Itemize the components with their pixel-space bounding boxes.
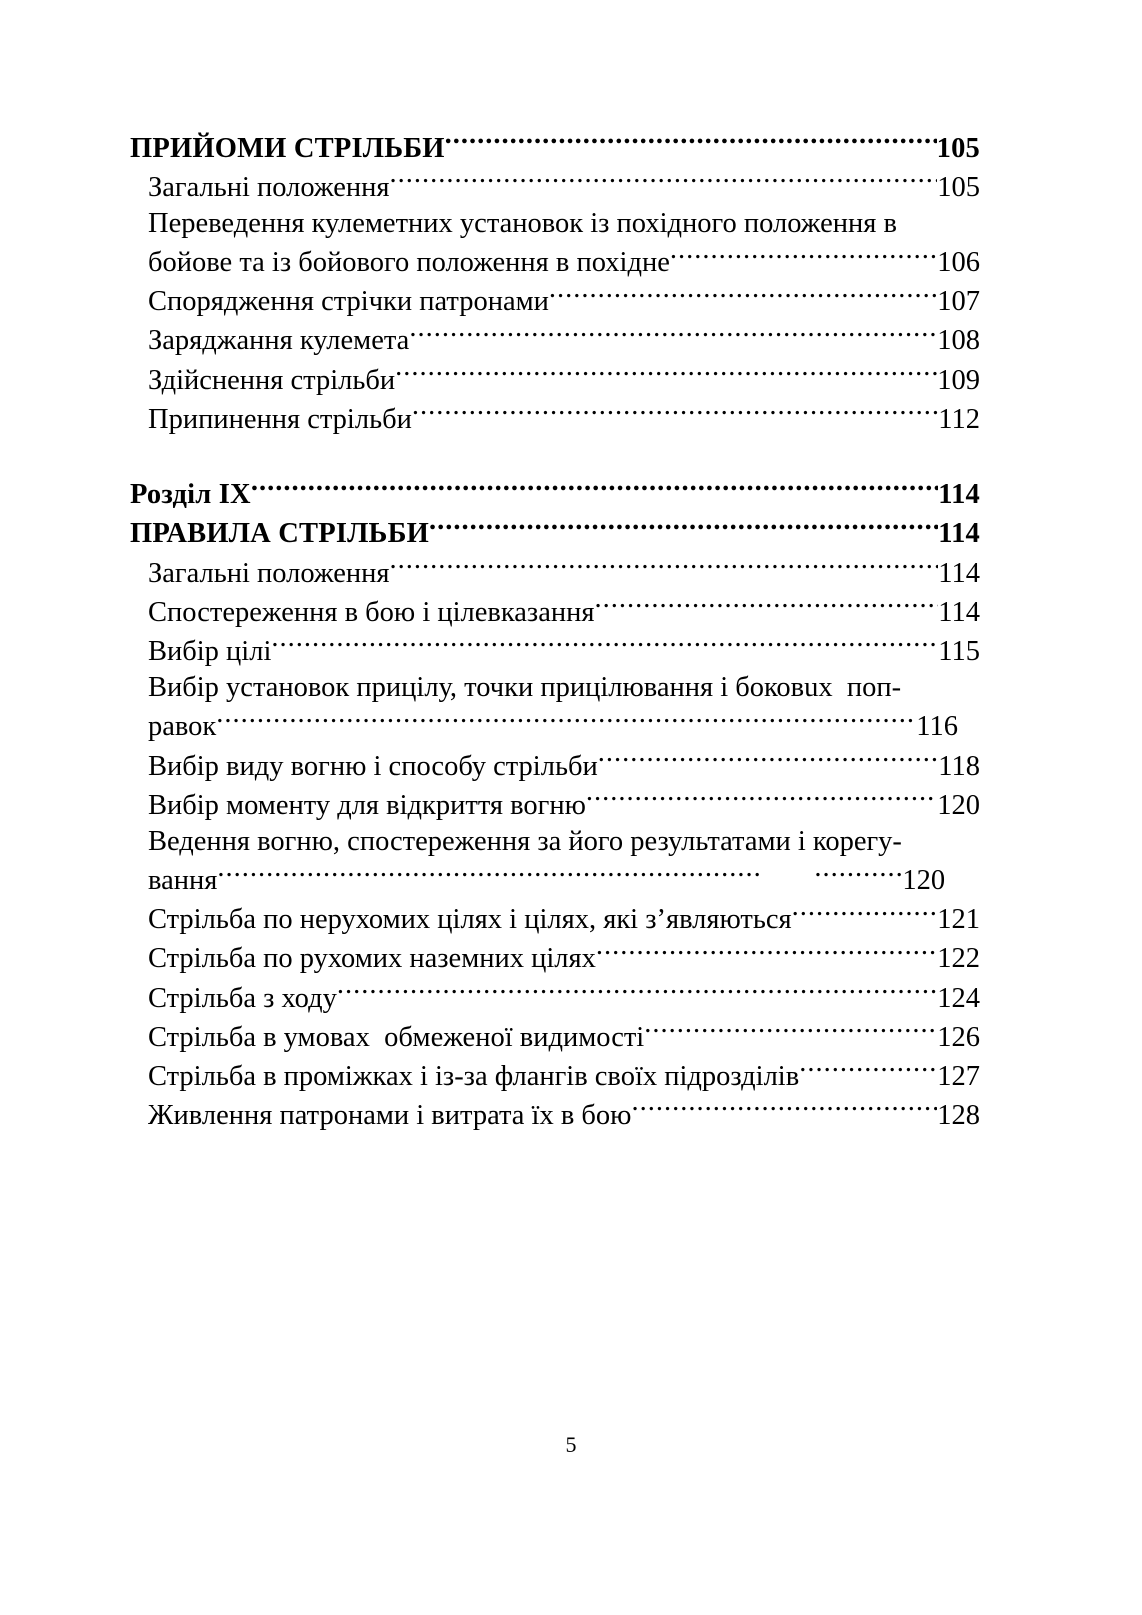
toc-entry-row[interactable]	[148, 553, 980, 592]
toc-page-number: 118	[938, 750, 980, 782]
toc-page-number: 114	[938, 518, 980, 550]
dot-leader	[409, 321, 937, 350]
table-of-contents	[130, 128, 980, 1134]
toc-entry-row[interactable]	[148, 631, 980, 670]
toc-page-number: 106	[937, 247, 980, 279]
toc-entry-row[interactable]	[148, 167, 980, 206]
toc-page-number: 112	[938, 403, 980, 435]
dot-leader	[594, 592, 938, 621]
dot-leader-secondary	[814, 861, 902, 890]
dot-leader	[251, 475, 938, 504]
toc-page-number: 108	[937, 325, 980, 357]
toc-entry-row[interactable]	[148, 978, 980, 1017]
dot-leader	[644, 1017, 937, 1046]
toc-entry-title: Стрільба по рухомих наземних цілях	[148, 943, 596, 975]
toc-entry-row[interactable]	[148, 399, 980, 438]
toc-page-number: 109	[937, 364, 980, 396]
toc-entry-title: Стрільба в проміжках і із-за флангів своїх підрозділів	[148, 1060, 800, 1092]
toc-page-number: 121	[937, 904, 980, 936]
dot-leader	[670, 243, 937, 272]
dot-leader	[799, 1056, 937, 1085]
toc-entry-title: Заряджання кулемета	[148, 325, 410, 357]
toc-entry-title-line1: Ведення вогню, спостереження за його результатами і корегу-	[148, 826, 902, 858]
dot-leader	[631, 1095, 937, 1124]
dot-leader	[395, 360, 937, 389]
dot-leader	[598, 746, 939, 775]
toc-page-number: 105	[937, 171, 980, 203]
toc-entry-title: Стрільба в умовах обмеженої видимості	[148, 1021, 645, 1053]
dot-leader	[586, 785, 937, 814]
toc-page-number: 128	[937, 1099, 980, 1131]
dot-leader	[412, 399, 938, 428]
toc-entry-title: Припинення стрільби	[148, 403, 412, 435]
dot-leader	[216, 707, 916, 736]
toc-entry-title-line1: Переведення кулеметних установок із похідного положення в	[148, 208, 897, 240]
toc-entry-row[interactable]	[148, 1017, 980, 1056]
dot-leader	[429, 514, 938, 543]
dot-leader	[445, 128, 937, 157]
dot-leader	[337, 978, 937, 1007]
toc-entry-title: Вибір виду вогню і способу стрільби	[148, 750, 598, 782]
toc-entry-row[interactable]	[148, 282, 980, 321]
toc-page-number: 120	[937, 789, 980, 821]
toc-page-number: 127	[937, 1060, 980, 1092]
toc-page-number: 122	[937, 943, 980, 975]
toc-page-number: 124	[937, 982, 980, 1014]
dot-leader	[390, 167, 938, 196]
toc-page-number: 115	[938, 635, 980, 667]
toc-heading-row[interactable]	[130, 128, 980, 167]
toc-entry-row[interactable]	[148, 861, 980, 900]
toc-heading-row[interactable]	[130, 475, 980, 514]
toc-entry-row[interactable]	[148, 1056, 980, 1095]
dot-leader	[271, 631, 938, 660]
toc-page-number: 107	[937, 286, 980, 318]
dot-leader	[217, 861, 762, 890]
toc-page-number: 114	[938, 479, 980, 511]
toc-entry-title: Спорядження стрічки патронами	[148, 286, 549, 318]
toc-entry-title: Розділ IX	[130, 479, 251, 511]
section-spacer	[130, 438, 980, 475]
toc-entry-row[interactable]	[148, 360, 980, 399]
dot-leader	[596, 939, 937, 968]
toc-entry-title: Живлення патронами і витрата їх в бою	[148, 1099, 632, 1131]
footer-page-number: 5	[565, 1432, 577, 1457]
toc-entry-title: Спостереження в бою і цілевказання	[148, 596, 595, 628]
toc-entry-title: ПРАВИЛА СТРІЛЬБИ	[130, 518, 430, 550]
toc-entry-title-line2: бойове та із бойового положення в похідне	[148, 247, 670, 279]
toc-page-number: 126	[937, 1021, 980, 1053]
toc-entry-title: Вибір цілі	[148, 635, 272, 667]
toc-entry-title: Стрільба з ходу	[148, 982, 337, 1014]
toc-block	[130, 475, 980, 1135]
dot-leader	[792, 900, 938, 929]
toc-entry-row[interactable]	[148, 243, 980, 282]
toc-entry-title: ПРИЙОМИ СТРІЛЬБИ	[130, 132, 445, 164]
toc-page-number: 105	[936, 132, 980, 164]
dot-leader	[390, 553, 939, 582]
toc-entry-row[interactable]	[148, 321, 980, 360]
toc-entry-row[interactable]	[148, 1095, 980, 1134]
toc-entry-row[interactable]	[148, 592, 980, 631]
dot-leader	[549, 282, 937, 311]
toc-entry-title-line2: вання	[148, 865, 218, 897]
toc-page-number: 116	[916, 711, 958, 743]
toc-entry-row[interactable]	[148, 939, 980, 978]
toc-heading-row[interactable]	[130, 514, 980, 553]
toc-entry-title: Загальні положення	[148, 171, 390, 203]
toc-entry-row[interactable]	[148, 707, 980, 746]
toc-entry-row[interactable]	[148, 746, 980, 785]
toc-page-number: 114	[938, 596, 980, 628]
toc-block	[130, 128, 980, 438]
toc-entry-title: Стрільба по нерухомих цілях і цілях, які з’являються	[148, 904, 792, 936]
toc-entry-row[interactable]	[148, 785, 980, 824]
toc-entry-title-line2: равок	[148, 711, 217, 743]
toc-entry-title-line1: Вибір установок прицілу, точки прицілювання і боковuх поп-	[148, 672, 902, 704]
toc-entry-title: Загальні положення	[148, 557, 390, 589]
toc-page-number: 120	[902, 865, 946, 897]
toc-page-number: 114	[938, 557, 980, 589]
toc-entry-title: Вибір моменту для відкриття вогню	[148, 789, 586, 821]
toc-entry-row[interactable]	[148, 900, 980, 939]
toc-entry-title: Здійснення стрільби	[148, 364, 396, 396]
